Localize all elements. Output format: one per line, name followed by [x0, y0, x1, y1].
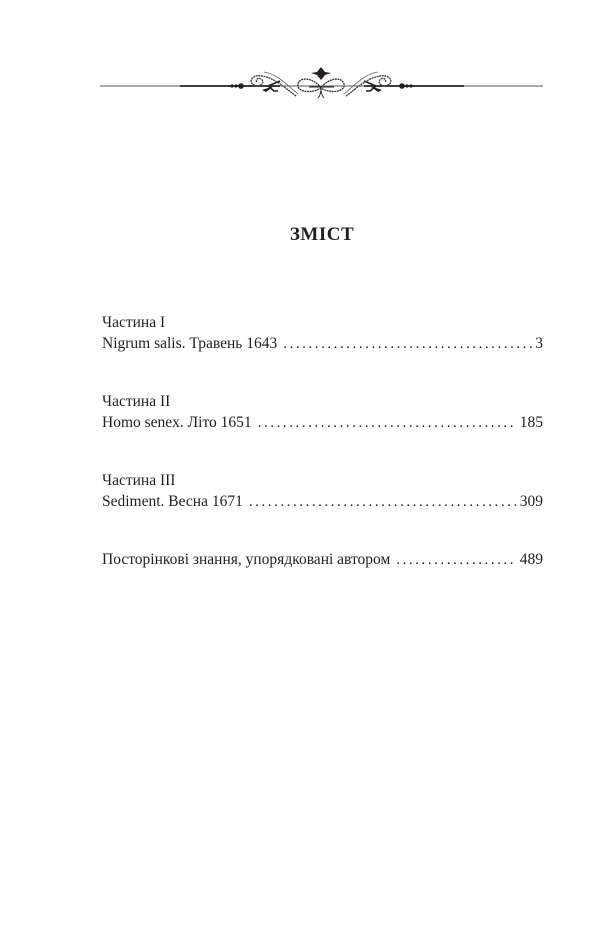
- flourish-divider-icon: [0, 58, 600, 106]
- toc-title: Посторінкові знання, упорядковані автором: [102, 551, 391, 568]
- toc-row[interactable]: [102, 334, 543, 355]
- dot-leader: [283, 334, 535, 355]
- page-number: 489: [519, 551, 543, 568]
- part-label: Частина I: [102, 314, 166, 331]
- table-of-contents: [102, 313, 543, 609]
- part-label: Частина II: [102, 393, 171, 410]
- page-number: 309: [519, 492, 543, 510]
- toc-entry-part-2: [102, 392, 543, 433]
- toc-row[interactable]: [102, 492, 543, 513]
- page-number: 3: [535, 334, 543, 352]
- dot-leader: [249, 492, 516, 513]
- toc-row[interactable]: [102, 413, 543, 434]
- toc-entry-part-3: [102, 471, 543, 512]
- page-number: 185: [519, 413, 543, 431]
- toc-title: Homo senex. Літо 1651: [102, 413, 252, 431]
- toc-title: Nigrum salis. Травень 1643: [102, 334, 278, 352]
- toc-entry-part-1: [102, 313, 543, 354]
- toc-entry-glossary: [102, 550, 543, 571]
- part-label: Частина III: [102, 472, 176, 489]
- toc-row[interactable]: [102, 550, 543, 571]
- page-title: ЗМІСТ: [289, 224, 355, 245]
- dot-leader: [258, 413, 516, 434]
- toc-title: Sediment. Весна 1671: [102, 492, 243, 510]
- dot-leader: [396, 550, 515, 571]
